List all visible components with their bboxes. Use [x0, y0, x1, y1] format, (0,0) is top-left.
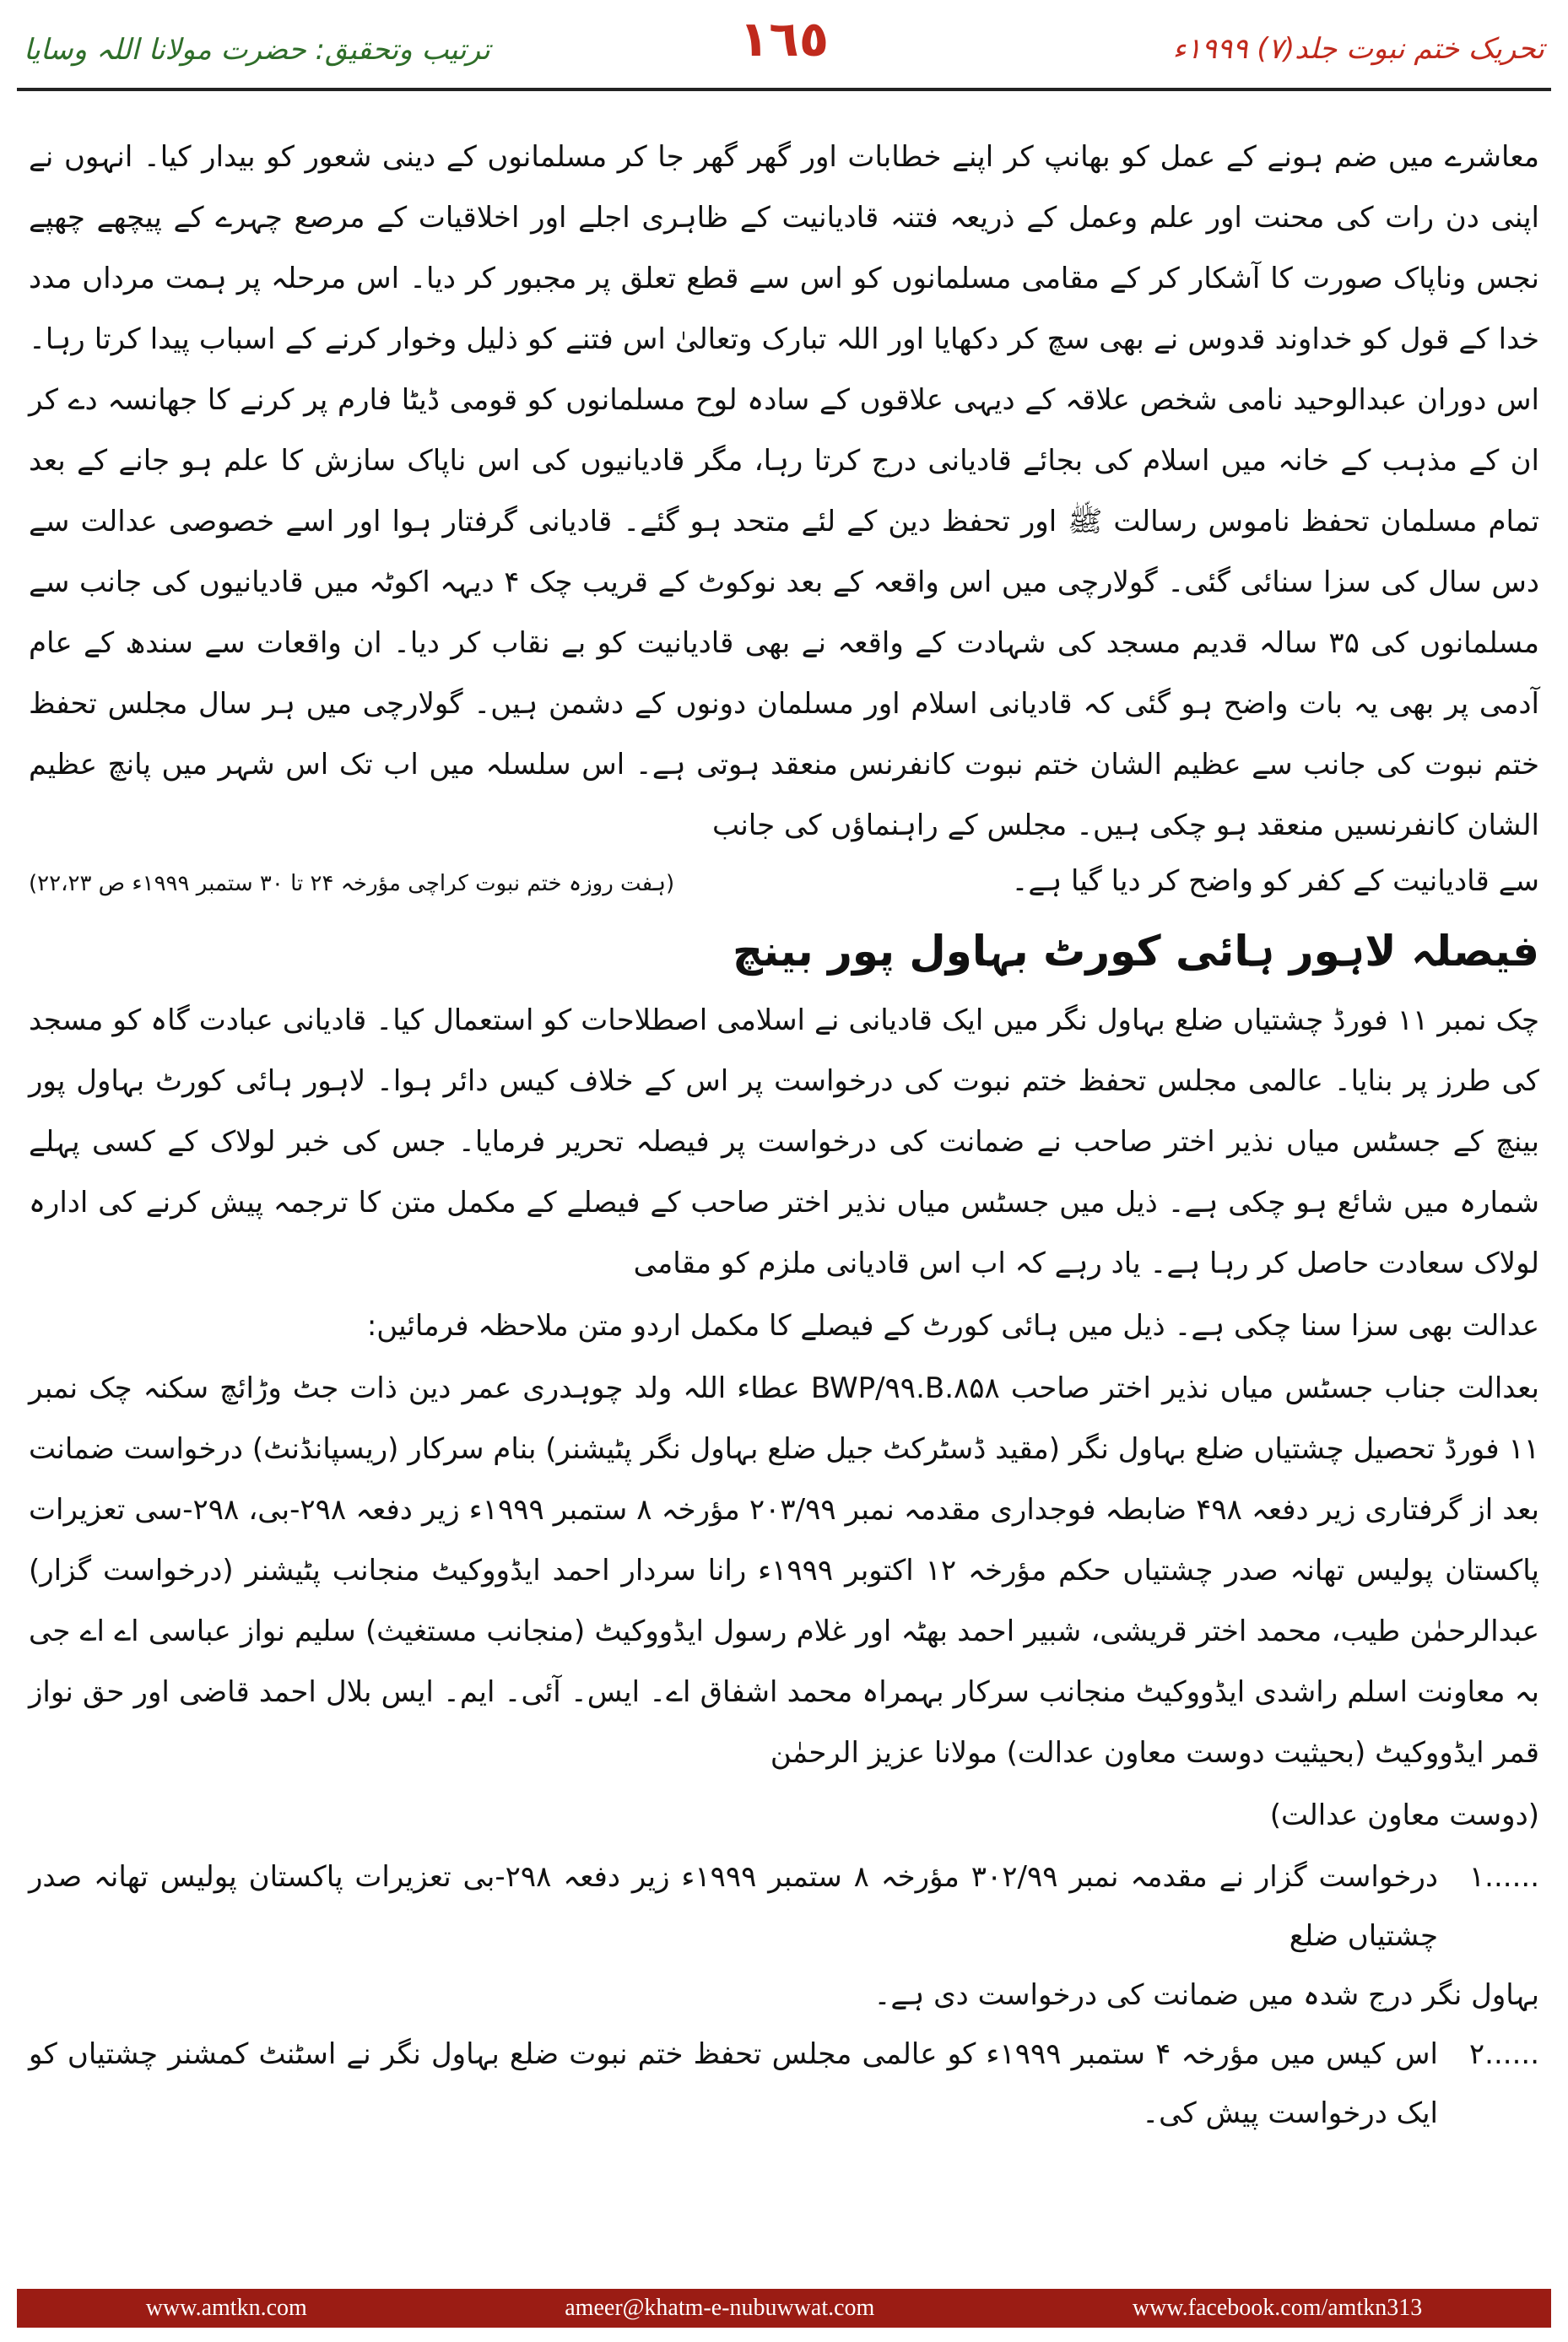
numbered-item-1	[29, 1847, 1539, 1966]
item-number: ۲......	[1468, 2037, 1539, 2071]
footer-website-link[interactable]: www.amtkn.com	[145, 2295, 307, 2321]
item-text: درخواست گزار نے مقدمہ نمبر ۳۰۲/۹۹ مؤرخہ ۸ ستمبر ۱۹۹۹ء زیر دفعہ ۲۹۸-بی تعزیرات پاکستان پولیس تھانہ صدر چشتیاں ضلع	[29, 1860, 1439, 1953]
footer-bar	[17, 2289, 1551, 2328]
paragraph-court-details-last-line: (دوست معاون عدالت)	[1269, 1798, 1539, 1832]
section-heading: فیصلہ لاہور ہائی کورٹ بہاول پور بینچ	[733, 927, 1539, 976]
source-citation: (ہفت روزہ ختم نبوت کراچی مؤرخہ ۲۴ تا ۳۰ ستمبر ۱۹۹۹ء ص ۲۲،۲۳)	[29, 871, 675, 896]
paragraph-intro: معاشرے میں ضم ہونے کے عمل کو بھانپ کر اپنے خطابات اور گھر گھر جا کر مسلمانوں کے دینی شعور کو بیدار کیا۔ انہوں نے اپنی دن رات کی محنت اور علم وعمل کے ذریعہ فتنہ قادیانیت کے ظاہری اجلے اور اخلاقیات کے مرصع چہرے کے پیچھے چھپے نجس وناپاک صورت کا آشکار کر کے مقامی مسلمانوں کو اس سے قطع تعلق پر مجبور کر دیا۔ اس مرحلہ پر ہمت مرداں مدد خدا کے قول کو خداوند قدوس نے بھی سچ کر دکھایا اور اللہ تبارک وتعالیٰ اس فتنے کو ذلیل وخوار کرنے کے اسباب پیدا کرتا رہا۔ اس دوران عبدالوحید نامی شخص علاقہ کے دیہی علاقوں کے سادہ لوح مسلمانوں کو قومی ڈیٹا فارم پر کرنے کا جھانسہ دے کر ان کے مذہب کے خانہ میں اسلام کی بجائے قادیانی درج کرتا رہا، مگر قادیانیوں کی اس ناپاک سازش کا علم ہو جانے کے بعد تمام مسلمان تحفظ ناموس رسالت ﷺ اور تحفظ دین کے لئے متحد ہو گئے۔ قادیانی گرفتار ہوا اور اسے خصوصی عدالت سے دس سال کی سزا سنائی گئی۔ گولارچی میں اس واقعہ کے بعد نوکوٹ کے قریب چک ۴ دیہہ اکوٹہ میں قادیانیوں کی جانب سے مسلمانوں کی ۳۵ سالہ قدیم مسجد کی شہادت کے واقعہ نے بھی قادیانیت کو بے نقاب کر دیا۔ ان واقعات سے سندھ کے عام آدمی پر بھی یہ بات واضح ہو گئی کہ قادیانی اسلام اور مسلمان دونوں کے دشمن ہیں۔ گولارچی میں ہر سال مجلس تحفظ ختم نبوت کی جانب سے عظیم الشان ختم نبوت کانفرنس منعقد ہوتی ہے۔ اس سلسلہ میں اب تک اس شہر میں پانچ عظیم الشان کانفرنسیں منعقد ہو چکی ہیں۔ مجلس کے راہنماؤں کی جانب	[29, 140, 1540, 842]
page-content	[29, 127, 1539, 2143]
citation-row	[29, 856, 1539, 909]
compiler-credit: ترتیب وتحقیق: حضرت مولانا اللہ وسایا	[24, 33, 490, 67]
footer-facebook-link[interactable]: www.facebook.com/amtkn313	[1132, 2295, 1423, 2321]
numbered-item-2	[29, 2025, 1539, 2143]
numbered-item-1-continuation: بہاول نگر درج شدہ میں ضمانت کی درخواست دی ہے۔	[873, 1978, 1539, 2012]
item-text: اس کیس میں مؤرخہ ۴ ستمبر ۱۹۹۹ء کو عالمی مجلس تحفظ ختم نبوت ضلع بہاول نگر نے اسٹنٹ کمشنر چشتیاں کو ایک درخواست پیش کی۔	[29, 2037, 1439, 2130]
footer-email-link[interactable]: ameer@khatm-e-nubuwwat.com	[565, 2295, 875, 2321]
paragraph-case-summary-last-line: عدالت بھی سزا سنا چکی ہے۔ ذیل میں ہائی کورٹ کے فیصلے کا مکمل اردو متن ملاحظہ فرمائیں:	[366, 1309, 1539, 1343]
paragraph-case-summary: چک نمبر ۱۱ فورڈ چشتیاں ضلع بہاول نگر میں ایک قادیانی نے اسلامی اصطلاحات کو استعمال کیا۔ قادیانی عبادت گاہ کو مسجد کی طرز پر بنایا۔ عالمی مجلس تحفظ ختم نبوت کی درخواست پر اس کے خلاف کیس دائر ہوا۔ لاہور ہائی کورٹ بہاول پور بینچ کے جسٹس میاں نذیر اختر صاحب نے ضمانت کی درخواست پر فیصلہ تحریر فرمایا۔ جس کی خبر لولاک کے کسی پہلے شمارہ میں شائع ہو چکی ہے۔ ذیل میں جسٹس میاں نذیر اختر صاحب کے فیصلے کے مکمل متن کا ترجمہ پیش کرنے کی ادارہ لولاک سعادت حاصل کر رہا ہے۔ یاد رہے کہ اب اس قادیانی ملزم کو مقامی	[29, 1003, 1539, 1280]
paragraph-court-details: بعدالت جناب جسٹس میاں نذیر اختر صاحب BWP/۹۹.B.۸۵۸ عطاء اللہ ولد چوہدری عمر دین ذات جٹ وڑائچ سکنہ چک نمبر ۱۱ فورڈ تحصیل چشتیاں ضلع بہاول نگر (مقید ڈسٹرکٹ جیل ضلع بہاول نگر پٹیشنر) بنام سرکار (ریسپانڈنٹ) درخواست ضمانت بعد از گرفتاری زیر دفعہ ۴۹۸ ضابطہ فوجداری مقدمہ نمبر ۲۰۳/۹۹ مؤرخہ ۸ ستمبر ۱۹۹۹ء زیر دفعہ ۲۹۸-بی، ۲۹۸-سی تعزیرات پاکستان پولیس تھانہ صدر چشتیاں حکم مؤرخہ ۱۲ اکتوبر ۱۹۹۹ء رانا سردار احمد ایڈووکیٹ منجانب پٹیشنر (درخواست گزار) عبدالرحمٰن طیب، محمد اختر قریشی، شبیر احمد بھٹہ اور غلام رسول ایڈووکیٹ (منجانب مستغیث) سلیم نواز عباسی اے اے جی بہ معاونت اسلم راشدی ایڈووکیٹ منجانب سرکار بہمراہ محمد اشفاق اے۔ ایس۔ آئی۔ ایم۔ ایس بلال احمد قاضی اور حق نواز قمر ایڈووکیٹ (بحیثیت دوست معاون عدالت) مولانا عزیز الرحمٰن	[29, 1371, 1540, 1770]
page-header	[0, 0, 1568, 93]
book-title: تحریک ختم نبوت جلد(۷) ۱۹۹۹ء	[1172, 32, 1544, 66]
page-number: ١٦٥	[738, 10, 830, 68]
paragraph-intro-last-line: سے قادیانیت کے کفر کو واضح کر دیا گیا ہے۔	[1011, 864, 1539, 898]
item-number: ۱......	[1468, 1860, 1539, 1894]
header-divider	[17, 88, 1551, 91]
